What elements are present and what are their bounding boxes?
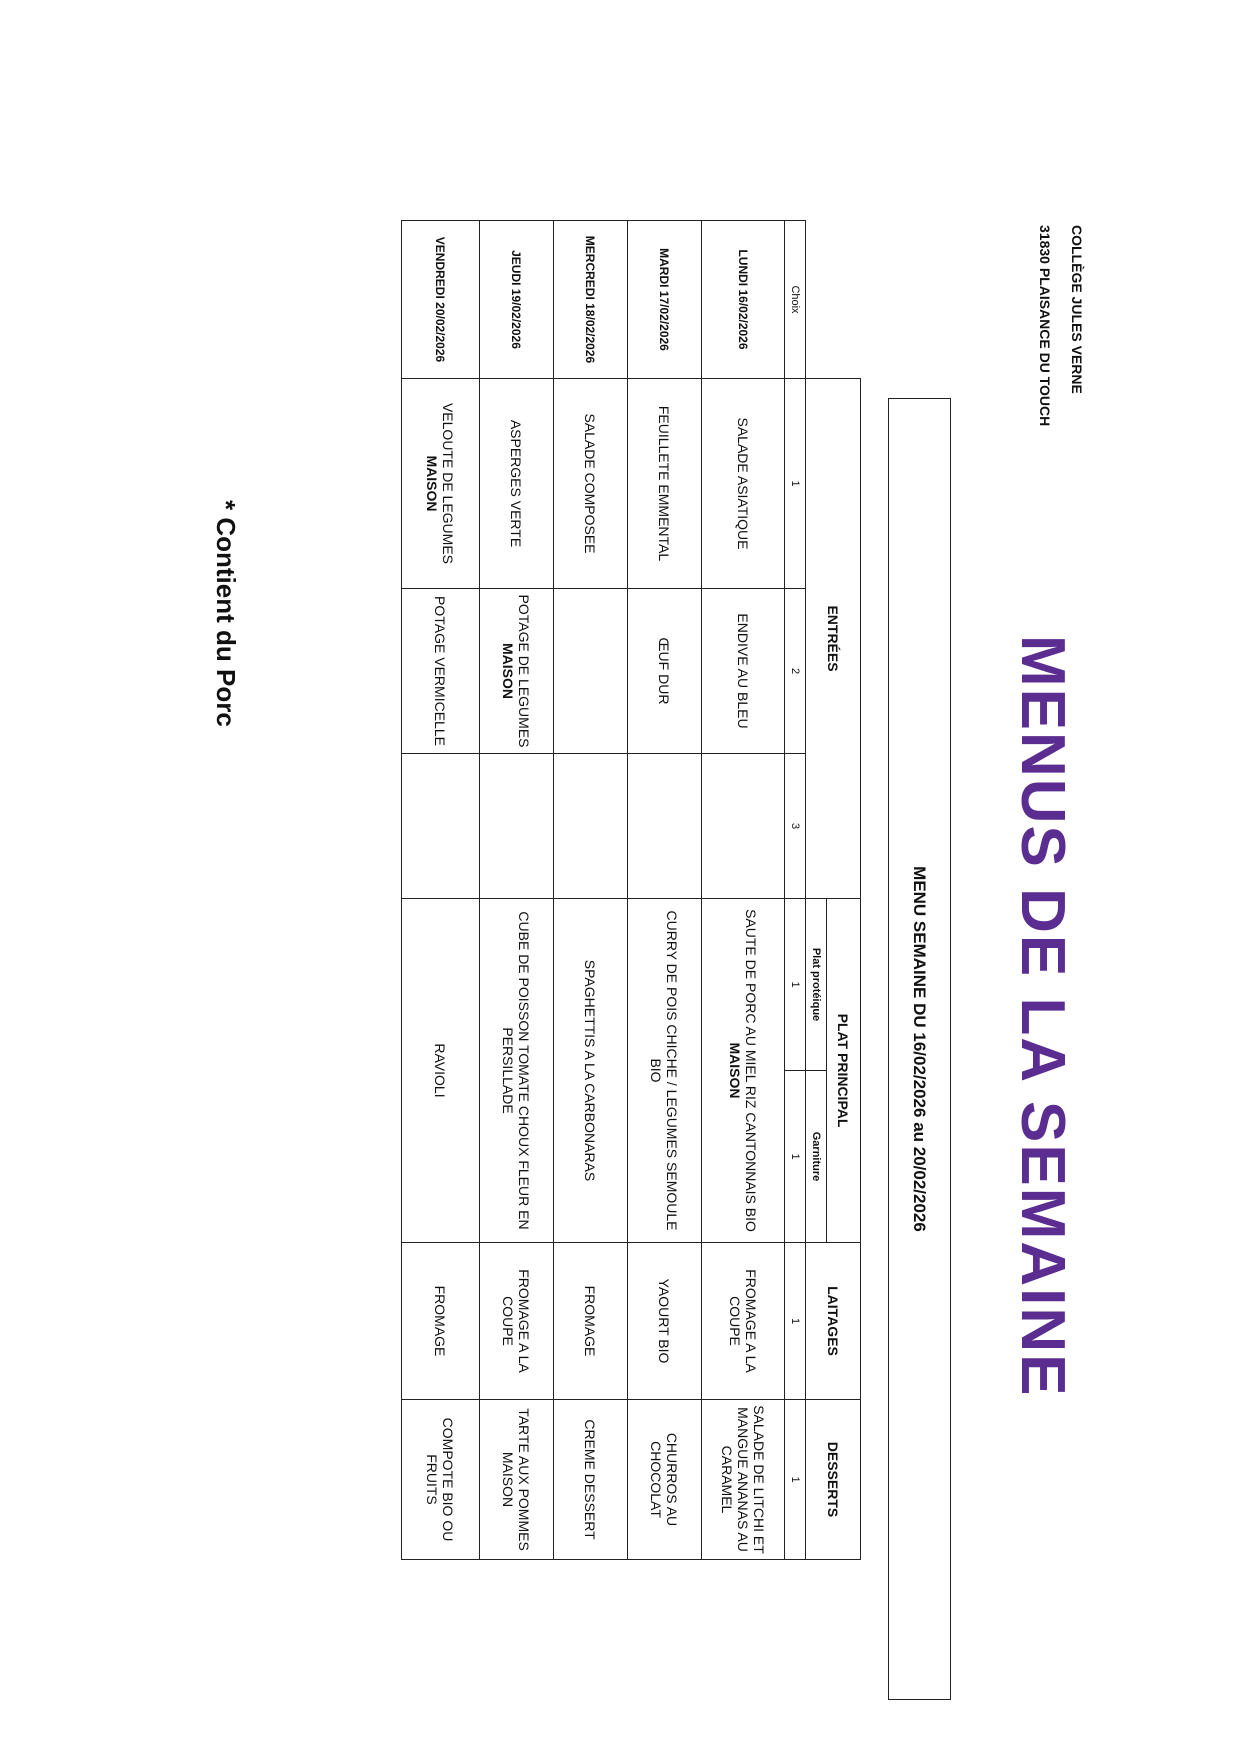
day-label: MERCREDI 18/02/2026 [554, 221, 628, 379]
entree-1: SALADE ASIATIQUE [735, 417, 751, 550]
dessert: SALADE DE LITCHI ET MANGUE ANANAS AU CARAMEL [702, 1400, 785, 1560]
entree-3 [480, 754, 554, 899]
entree-1-cell [554, 379, 628, 589]
day-row-vendredi [402, 221, 480, 1560]
choice-entree-2: 2 [785, 589, 806, 754]
header-laitages: LAITAGES [806, 1243, 861, 1400]
choice-laitage: 1 [785, 1243, 806, 1400]
dessert: COMPOTE BIO OU FRUITS [402, 1400, 480, 1560]
plat-cell [480, 899, 554, 1243]
plat: CURRY DE POIS CHICHE / LEGUMES SEMOULE BIO [648, 910, 681, 1231]
choice-garniture: 1 [785, 1071, 806, 1243]
plat-cell [702, 899, 785, 1243]
day-row-jeudi [480, 221, 554, 1560]
laitage: YAOURT BIO [628, 1243, 702, 1400]
plat-cell [402, 899, 480, 1243]
week-label-text: MENU SEMAINE DU 16/02/2026 au 20/02/2026 [910, 866, 930, 1232]
laitage: FROMAGE [402, 1243, 480, 1400]
header-row [827, 221, 861, 1560]
choice-row [785, 221, 806, 1560]
day-row-lundi [702, 221, 785, 1560]
entree-1-cell [480, 379, 554, 589]
page-title-text: MENUS DE LA SEMAINE [1008, 635, 1077, 1398]
entree-2-cell [628, 589, 702, 754]
day-row-mardi [628, 221, 702, 1560]
day-label: VENDREDI 20/02/2026 [402, 221, 480, 379]
entree-2: ŒUF DUR [656, 637, 673, 705]
choice-plat: 1 [785, 899, 806, 1071]
laitage: FROMAGE A LA COUPE [480, 1243, 554, 1400]
entree-1-cell [628, 379, 702, 589]
entree-2-extra: MAISON [500, 643, 517, 699]
page-title [1008, 635, 1077, 1398]
plat: SPAGHETTIS A LA CARBONARAS [582, 959, 599, 1182]
entree-2-cell [554, 589, 628, 754]
choice-label: Choix [785, 221, 806, 379]
school-block [1029, 225, 1093, 426]
day-label: MARDI 17/02/2026 [628, 221, 702, 379]
dessert: CHURROS AU CHOCOLAT [628, 1400, 702, 1560]
entree-1: ASPERGES VERTE [508, 419, 525, 548]
header-plat-proteique: Plat protéique [806, 899, 827, 1071]
entree-3 [554, 754, 628, 899]
choice-dessert: 1 [785, 1400, 806, 1560]
entree-1-cell [402, 379, 480, 589]
pork-note: * Contient du Porc [211, 500, 241, 727]
dessert: TARTE AUX POMMES MAISON [480, 1400, 554, 1560]
choice-entree-3: 3 [785, 754, 806, 899]
entree-1: SALADE COMPOSEE [582, 413, 599, 554]
plat: CUBE DE POISSON TOMATE CHOUX FLEUR EN PERSILLADE [500, 911, 533, 1230]
entree-2: ENDIVE AU BLEU [735, 613, 751, 729]
week-label [888, 398, 951, 1700]
school-city: 31830 PLAISANCE DU TOUCH [1037, 225, 1053, 427]
entree-2-cell [480, 589, 554, 754]
plat-extra: MAISON [727, 1042, 743, 1099]
entree-2: POTAGE VERMICELLE [432, 596, 449, 746]
day-row-mercredi [554, 221, 628, 1560]
laitage: FROMAGE A LA COUPE [702, 1243, 785, 1400]
plat-cell [628, 899, 702, 1243]
entree-1-cell [702, 379, 785, 589]
entree-2-cell [702, 589, 785, 754]
header-entrees: ENTRÉES [806, 379, 861, 899]
entree-1: FEUILLETE EMMENTAL [656, 405, 673, 562]
day-label: JEUDI 19/02/2026 [480, 221, 554, 379]
header-desserts: DESSERTS [806, 1400, 861, 1560]
menu-table [401, 220, 861, 1560]
entree-1-extra: MAISON [424, 455, 441, 512]
entree-3 [402, 754, 480, 899]
day-label: LUNDI 16/02/2026 [702, 221, 785, 379]
laitage: FROMAGE [554, 1243, 628, 1400]
header-garniture: Garniture [806, 1071, 827, 1243]
choice-entree-1: 1 [785, 379, 806, 589]
dessert: CREME DESSERT [554, 1400, 628, 1560]
entree-1: VELOUTE DE LEGUMES [440, 402, 457, 565]
plat: RAVIOLI [432, 1043, 449, 1098]
header-plat: PLAT PRINCIPAL [827, 899, 861, 1243]
entree-3 [628, 754, 702, 899]
entree-3 [702, 754, 785, 899]
entree-2-cell [402, 589, 480, 754]
plat: SAUTE DE PORC AU MIEL RIZ CANTONNAIS BIO [743, 909, 759, 1232]
plat-cell [554, 899, 628, 1243]
header-blank [806, 221, 861, 379]
school-name: COLLÈGE JULES VERNE [1069, 225, 1085, 394]
entree-2: POTAGE DE LEGUMES [516, 594, 533, 748]
